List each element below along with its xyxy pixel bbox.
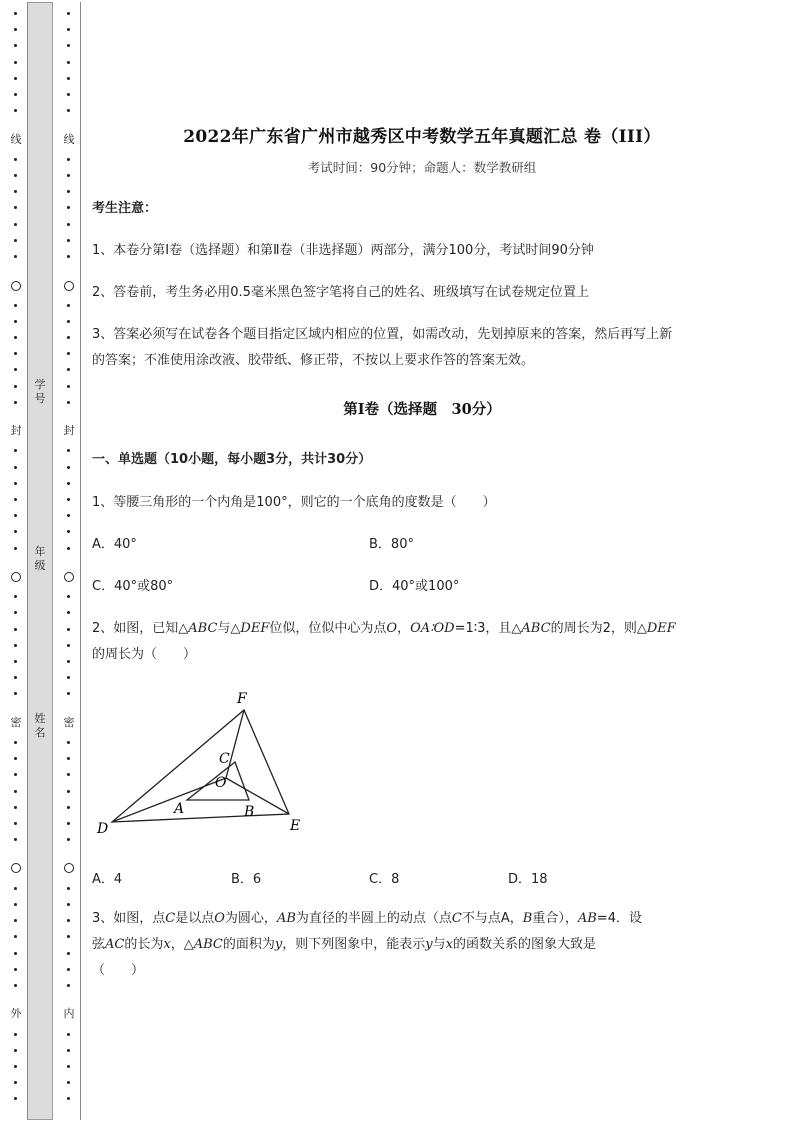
label-c: C <box>219 751 230 767</box>
q2-text: ， <box>397 621 411 636</box>
q3-var: C <box>165 911 176 926</box>
seal-mark-outer: 外 <box>10 1007 22 1020</box>
notice-item-3-cont: 的答案；不准使用涂改液、胶带纸、修正带，不按以上要求作答的答案无效。 <box>92 353 535 368</box>
q3-var: AB <box>577 911 597 926</box>
q1-option-d[interactable]: D．40°或100° <box>369 579 460 594</box>
seal-dot <box>14 676 17 679</box>
seal-dot <box>14 174 17 177</box>
seal-dot <box>67 644 70 647</box>
seal-dot <box>67 158 70 161</box>
seal-dot <box>14 498 17 501</box>
seal-dot <box>67 93 70 96</box>
student-id-text: 学号 <box>34 378 46 405</box>
q2-option-d[interactable]: D．18 <box>508 872 548 887</box>
seal-dot <box>67 1065 70 1068</box>
label-e: E <box>290 818 301 834</box>
notice-item-1: 1、本卷分第I卷（选择题）和第Ⅱ卷（非选择题）两部分，满分100分，考试时间90分钟 <box>92 243 594 258</box>
q2-text: 2、如图，已知 <box>92 621 179 636</box>
q2-ratio: OA∶OD <box>410 621 455 636</box>
q2-stem-cont: 的周长为（ ） <box>92 647 197 662</box>
q1-option-c[interactable]: C．40°或80° <box>92 579 174 594</box>
q2-option-a[interactable]: A．4 <box>92 872 123 887</box>
seal-dot <box>67 903 70 906</box>
seal-dot <box>67 547 70 550</box>
q2-triangle-abc: △ABC <box>511 621 551 636</box>
seal-dot <box>67 368 70 371</box>
seal-dot <box>67 1081 70 1084</box>
seal-dot <box>67 304 70 307</box>
q2-triangle-def: △DEF <box>636 621 676 636</box>
seal-dot <box>67 336 70 339</box>
q3-var: AB <box>276 911 296 926</box>
q1-option-a[interactable]: A．40° <box>92 537 137 552</box>
seal-dot <box>67 12 70 15</box>
seal-dot <box>67 952 70 955</box>
label-b: B <box>244 804 255 820</box>
seal-dot <box>67 514 70 517</box>
seal-dot <box>14 1033 17 1036</box>
seal-circle <box>11 281 21 291</box>
seal-mark-inner: 内 <box>63 1007 75 1020</box>
seal-circle <box>11 572 21 582</box>
seal-dot <box>67 449 70 452</box>
seal-dot <box>14 1049 17 1052</box>
q3-var: C <box>451 911 462 926</box>
seal-dot <box>67 887 70 890</box>
seal-dot <box>14 482 17 485</box>
seal-dot <box>14 449 17 452</box>
seal-dot <box>67 773 70 776</box>
seal-dot <box>67 741 70 744</box>
seal-dot <box>67 223 70 226</box>
q3-text: 弦 <box>92 937 106 952</box>
q2-text: 的周长为2，则 <box>550 621 637 636</box>
seal-dot <box>14 935 17 938</box>
seal-dot <box>14 239 17 242</box>
section-title: 第I卷（选择题 30分） <box>343 401 501 418</box>
seal-circle <box>64 281 74 291</box>
seal-dot <box>67 968 70 971</box>
seal-dot <box>67 676 70 679</box>
q2-homothety-figure <box>92 680 322 845</box>
seal-mark-secret: 密 <box>63 716 75 729</box>
q2-center-o: O <box>386 621 398 636</box>
q3-text: 重合）， <box>532 911 578 926</box>
seal-dot <box>14 514 17 517</box>
q3-text: 为圆心， <box>224 911 277 926</box>
notice-heading: 考生注意： <box>92 201 158 216</box>
seal-dot <box>67 1033 70 1036</box>
notice-item-2: 2、答卷前，考生务必用0.5毫米黑色签字笔将自己的姓名、班级填写在试卷规定位置上 <box>92 285 589 300</box>
seal-circle <box>11 863 21 873</box>
seal-dot <box>14 77 17 80</box>
seal-dot <box>14 838 17 841</box>
seal-dot <box>67 77 70 80</box>
q2-text: 位似，位似中心为点 <box>269 621 387 636</box>
q2-option-c[interactable]: C．8 <box>369 872 400 887</box>
seal-dot <box>14 109 17 112</box>
q2-option-b[interactable]: B．6 <box>231 872 262 887</box>
seal-dot <box>14 790 17 793</box>
seal-dot <box>67 790 70 793</box>
seal-dot <box>67 530 70 533</box>
name-text: 姓名 <box>34 712 46 739</box>
q3-text: =4．设 <box>596 911 642 926</box>
q1-stem: 1、等腰三角形的一个内角是100°，则它的一个底角的度数是（ ） <box>92 495 496 510</box>
seal-dot <box>14 352 17 355</box>
ray-of <box>226 710 244 778</box>
inner-seal-column <box>62 0 76 1123</box>
seal-dot <box>14 93 17 96</box>
q3-text: 3、如图，点 <box>92 911 166 926</box>
label-f: F <box>237 691 247 707</box>
seal-dot <box>14 628 17 631</box>
seal-dot <box>67 757 70 760</box>
seal-dot <box>14 822 17 825</box>
q3-text: ，则下列图象中，能表示 <box>282 937 426 952</box>
exam-info: 考试时间：90分钟；命题人：数学教研组 <box>307 160 537 175</box>
seal-circle <box>64 572 74 582</box>
q2-stem <box>92 616 752 642</box>
seal-dot <box>67 61 70 64</box>
seal-dot <box>14 61 17 64</box>
q3-var: y <box>274 937 283 952</box>
seal-dot <box>67 44 70 47</box>
seal-dot <box>14 984 17 987</box>
notice-item-3: 3、答案必须写在试卷各个题目指定区域内相应的位置，如需改动，先划掉原来的答案，然后再写上新 <box>92 327 673 342</box>
seal-dot <box>14 223 17 226</box>
seal-dot <box>67 498 70 501</box>
outer-seal-column <box>9 0 23 1123</box>
seal-mark-line: 线 <box>10 133 22 146</box>
seal-dot <box>67 239 70 242</box>
seal-dot <box>14 692 17 695</box>
seal-dot <box>67 1097 70 1100</box>
seal-mark-seal: 封 <box>10 424 22 437</box>
q3-var: y <box>425 937 433 952</box>
seal-dot <box>67 935 70 938</box>
seal-dot <box>14 757 17 760</box>
seal-dot <box>14 741 17 744</box>
seal-dot <box>67 838 70 841</box>
seal-dot <box>14 255 17 258</box>
seal-dot <box>67 174 70 177</box>
q2-triangle-abc: △ABC <box>178 621 218 636</box>
seal-dot <box>67 692 70 695</box>
q3-var: x <box>163 937 171 952</box>
seal-dot <box>67 401 70 404</box>
seal-dot <box>14 304 17 307</box>
seal-dot <box>14 887 17 890</box>
seal-dot <box>67 320 70 323</box>
seal-dot <box>14 903 17 906</box>
q2-text: 与 <box>217 621 231 636</box>
ray-oe <box>226 778 289 814</box>
page-title: 2022年广东省广州市越秀区中考数学五年真题汇总 卷（III） <box>183 127 661 147</box>
seal-dot <box>14 595 17 598</box>
seal-dot <box>14 336 17 339</box>
triangle-def <box>112 710 289 822</box>
binding-line-right <box>80 2 81 1120</box>
seal-dot <box>67 255 70 258</box>
seal-dot <box>14 44 17 47</box>
seal-dot <box>14 158 17 161</box>
q3-text: 为直径的半圆上的动点（点 <box>295 911 452 926</box>
q3-text: 的函数关系的图象大致是 <box>452 937 596 952</box>
seal-mark-secret: 密 <box>10 716 22 729</box>
seal-dot <box>14 466 17 469</box>
seal-dot <box>14 773 17 776</box>
seal-dot <box>14 952 17 955</box>
seal-dot <box>67 806 70 809</box>
grade-text: 年级 <box>34 545 46 572</box>
seal-dot <box>14 547 17 550</box>
seal-dot <box>14 968 17 971</box>
seal-mark-seal: 封 <box>63 424 75 437</box>
q1-option-b[interactable]: B．80° <box>369 537 414 552</box>
label-a: A <box>174 801 185 817</box>
seal-dot <box>67 1049 70 1052</box>
seal-dot <box>14 368 17 371</box>
q2-triangle-def: △DEF <box>230 621 270 636</box>
q2-text: =1∶3，且 <box>454 621 512 636</box>
seal-dot <box>14 1097 17 1100</box>
seal-dot <box>67 466 70 469</box>
seal-circle <box>64 863 74 873</box>
label-o: O <box>215 775 227 791</box>
q3-stem-line2 <box>92 932 752 958</box>
seal-dot <box>14 644 17 647</box>
q3-text: ， <box>170 937 184 952</box>
seal-dot <box>14 1081 17 1084</box>
q3-text: 与 <box>432 937 446 952</box>
label-d: D <box>97 821 109 837</box>
q3-text: 的面积为 <box>222 937 275 952</box>
seal-dot <box>14 401 17 404</box>
q3-text: 的长为 <box>124 937 164 952</box>
q3-text: 是以点 <box>175 911 215 926</box>
seal-mark-line: 线 <box>63 133 75 146</box>
seal-dot <box>67 28 70 31</box>
q3-answer-bracket: （ ） <box>92 963 145 978</box>
seal-dot <box>67 919 70 922</box>
seal-dot <box>67 352 70 355</box>
q3-var: AC <box>105 937 125 952</box>
seal-dot <box>14 919 17 922</box>
seal-dot <box>67 628 70 631</box>
seal-dot <box>67 190 70 193</box>
seal-dot <box>14 611 17 614</box>
seal-dot <box>14 206 17 209</box>
q3-var: x <box>445 937 453 952</box>
seal-dot <box>14 1065 17 1068</box>
seal-dot <box>67 206 70 209</box>
seal-dot <box>14 320 17 323</box>
q3-var: O <box>214 911 225 926</box>
seal-dot <box>67 595 70 598</box>
seal-dot <box>67 385 70 388</box>
student-id-label <box>27 378 53 406</box>
binding-margin <box>0 0 85 1123</box>
seal-dot <box>14 660 17 663</box>
seal-dot <box>67 611 70 614</box>
section-heading: 一、单选题（10小题，每小题3分，共计30分） <box>92 452 372 467</box>
seal-dot <box>14 12 17 15</box>
seal-dot <box>14 190 17 193</box>
seal-dot <box>14 28 17 31</box>
seal-dot <box>67 482 70 485</box>
seal-dot <box>67 822 70 825</box>
q3-var: △ABC <box>183 937 223 952</box>
seal-dot <box>67 109 70 112</box>
seal-dot <box>67 984 70 987</box>
q3-stem-line1 <box>92 906 752 932</box>
q3-text: 不与点A， <box>461 911 523 926</box>
q3-var: B <box>522 911 533 926</box>
grade-label <box>27 545 53 573</box>
name-label <box>27 712 53 740</box>
seal-dot <box>14 806 17 809</box>
seal-dot <box>14 530 17 533</box>
seal-dot <box>14 385 17 388</box>
seal-dot <box>67 660 70 663</box>
